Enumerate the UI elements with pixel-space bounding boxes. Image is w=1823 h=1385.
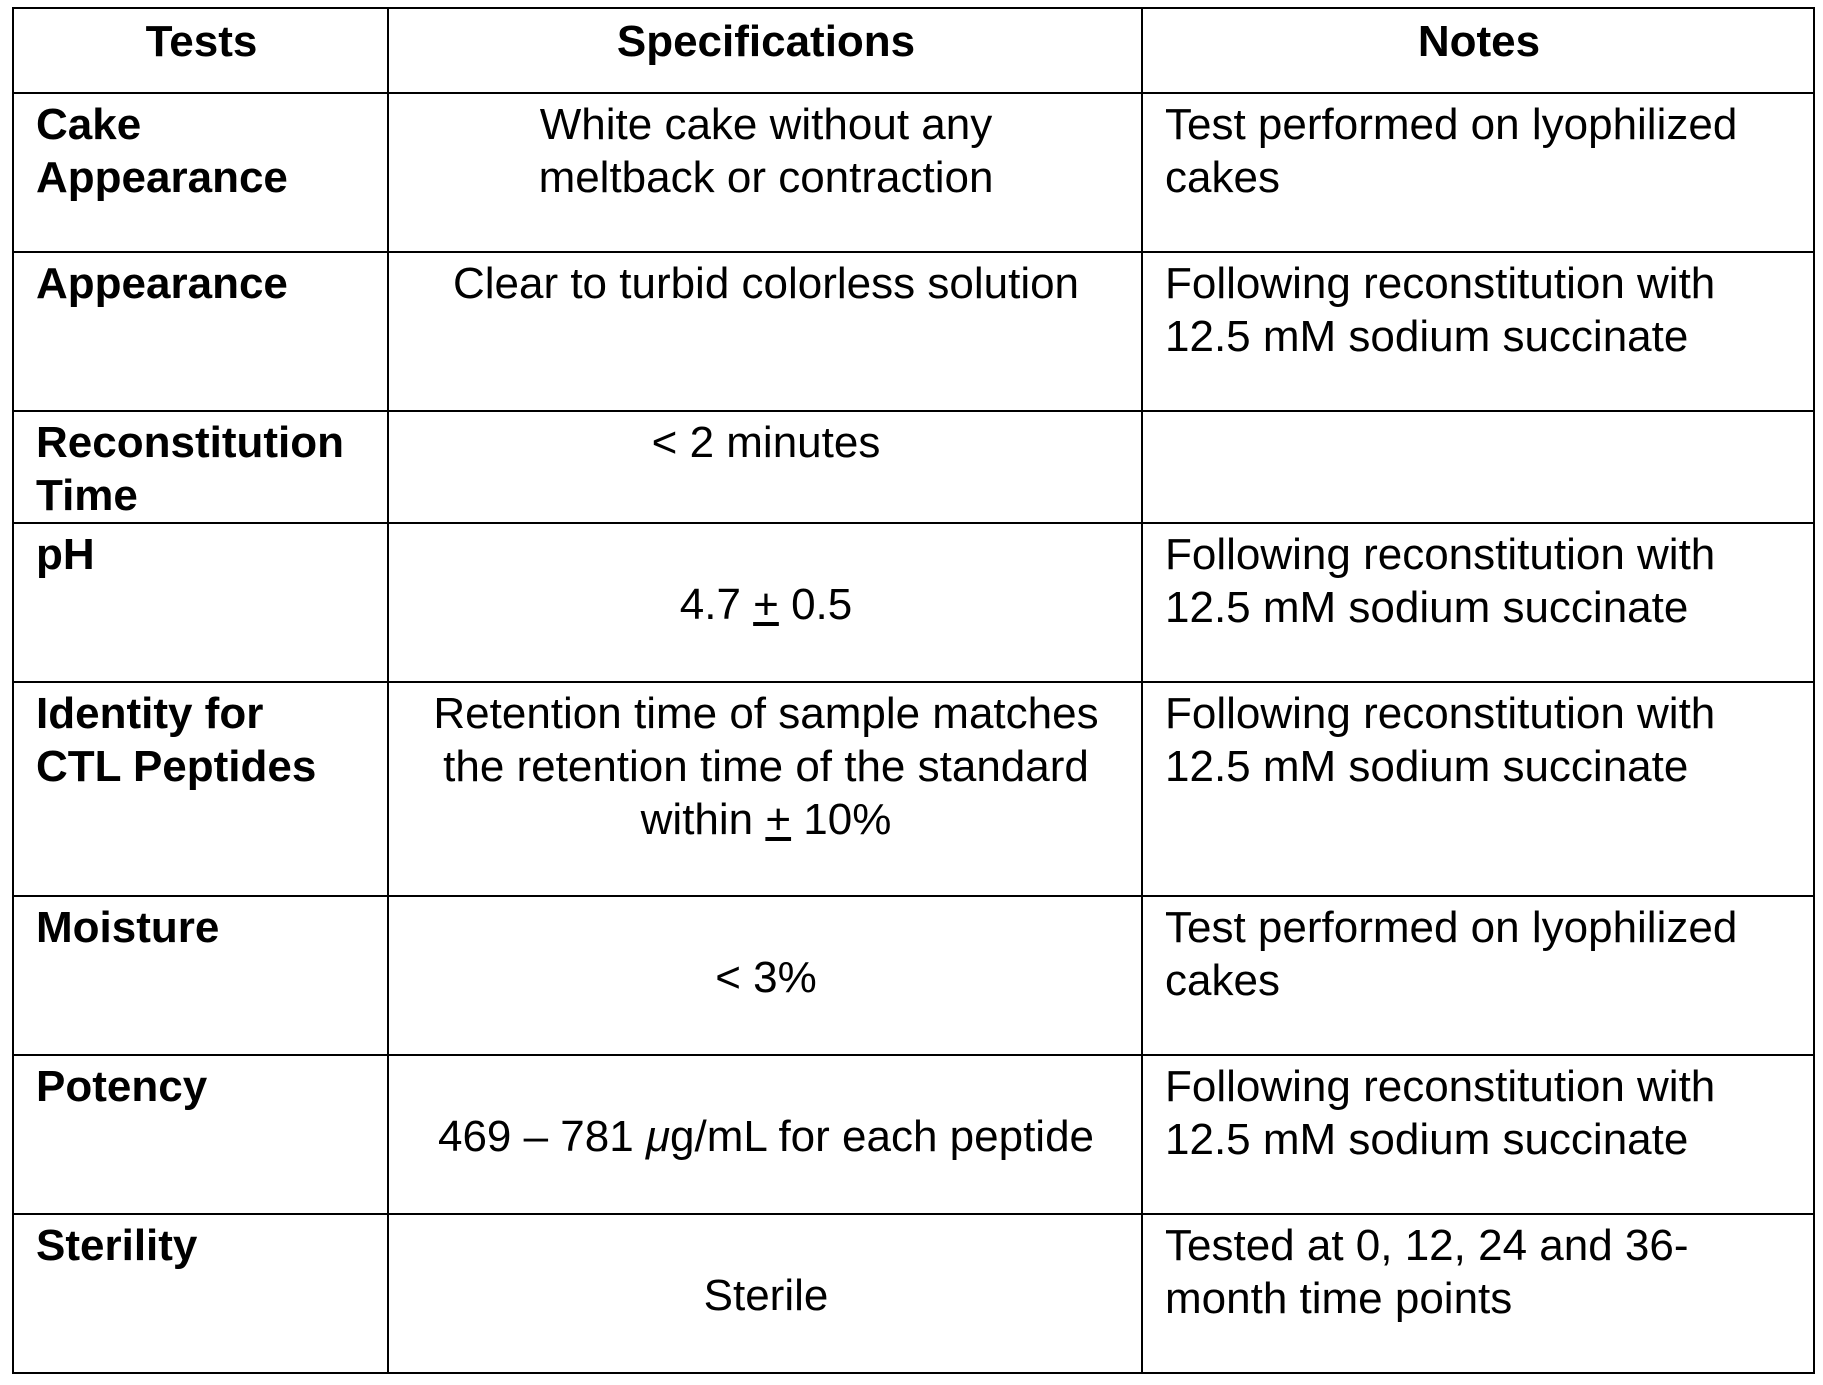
test-name-line: Appearance <box>36 153 288 202</box>
plus-minus-symbol: + <box>753 580 779 629</box>
header-row <box>13 8 1814 93</box>
test-name-line: Potency <box>36 1062 208 1111</box>
specification-line: the retention time of the standard <box>443 742 1089 791</box>
specification <box>388 252 1142 411</box>
micro-symbol: μ <box>645 1112 671 1161</box>
test-name <box>13 523 388 682</box>
table-row <box>13 1055 1814 1214</box>
note <box>1142 93 1814 252</box>
specification-text: g/mL for each peptide <box>670 1112 1095 1161</box>
note-line: 12.5 mM sodium succinate <box>1165 312 1689 361</box>
specification-line <box>411 1110 1121 1163</box>
test-name <box>13 682 388 896</box>
note <box>1142 1214 1814 1373</box>
note <box>1142 411 1814 523</box>
specification-line: Sterile <box>703 1271 829 1320</box>
note <box>1142 252 1814 411</box>
specification <box>388 896 1142 1055</box>
header-tests: Tests <box>13 8 388 93</box>
test-name-line: Moisture <box>36 903 220 952</box>
specification <box>388 411 1142 523</box>
specification <box>388 1214 1142 1373</box>
test-name <box>13 1214 388 1373</box>
test-name-line: CTL Peptides <box>36 742 317 791</box>
table-row <box>13 252 1814 411</box>
test-name <box>13 411 388 523</box>
specification-line: White cake without any <box>539 100 993 149</box>
note-line: Tested at 0, 12, 24 and 36- <box>1165 1221 1689 1270</box>
note-line: Following reconstitution with <box>1165 1062 1716 1111</box>
note-line: Following reconstitution with <box>1165 530 1716 579</box>
test-name-line: Appearance <box>36 259 288 308</box>
test-name-line: pH <box>36 530 95 579</box>
note-line: Test performed on lyophilized <box>1165 100 1738 149</box>
note <box>1142 682 1814 896</box>
note-line: 12.5 mM sodium succinate <box>1165 1115 1689 1164</box>
test-name-line: Time <box>36 471 138 520</box>
note-line: 12.5 mM sodium succinate <box>1165 742 1689 791</box>
specification-line: < 2 minutes <box>651 418 881 467</box>
specification-line: meltback or contraction <box>538 153 994 202</box>
note <box>1142 1055 1814 1214</box>
test-name-line: Identity for <box>36 689 264 738</box>
specifications-table <box>12 7 1815 1374</box>
header-specifications: Specifications <box>388 8 1142 93</box>
header-notes: Notes <box>1142 8 1814 93</box>
specification-text: 4.7 <box>679 580 754 629</box>
specification-text: 469 – 781 <box>437 1112 646 1161</box>
specification-line: Retention time of sample matches <box>433 689 1099 738</box>
specification <box>388 1055 1142 1214</box>
note-line: cakes <box>1165 153 1280 202</box>
specification-line <box>411 793 1121 846</box>
table-row <box>13 896 1814 1055</box>
note-line: Following reconstitution with <box>1165 689 1716 738</box>
plus-minus-symbol: + <box>765 795 792 844</box>
test-name <box>13 896 388 1055</box>
specification-text: within <box>640 795 766 844</box>
specification <box>388 523 1142 682</box>
specification <box>388 93 1142 252</box>
test-name <box>13 93 388 252</box>
table-row <box>13 523 1814 682</box>
specification-line: < 3% <box>715 953 817 1002</box>
note <box>1142 523 1814 682</box>
specification-text: 10% <box>791 795 892 844</box>
table-row <box>13 93 1814 252</box>
note-line: Test performed on lyophilized <box>1165 903 1738 952</box>
note-line: cakes <box>1165 956 1280 1005</box>
test-name-line: Cake <box>36 100 142 149</box>
note-line: month time points <box>1165 1274 1513 1323</box>
specification-text: 0.5 <box>778 580 853 629</box>
note <box>1142 896 1814 1055</box>
test-name-line: Reconstitution <box>36 418 344 467</box>
table-row <box>13 682 1814 896</box>
table-row <box>13 411 1814 523</box>
specification-line <box>411 578 1121 631</box>
specification-line: Clear to turbid colorless solution <box>452 259 1080 308</box>
test-name <box>13 1055 388 1214</box>
note-line: 12.5 mM sodium succinate <box>1165 583 1689 632</box>
test-name <box>13 252 388 411</box>
note-line: Following reconstitution with <box>1165 259 1716 308</box>
table-row <box>13 1214 1814 1373</box>
test-name-line: Sterility <box>36 1221 198 1270</box>
specification <box>388 682 1142 896</box>
